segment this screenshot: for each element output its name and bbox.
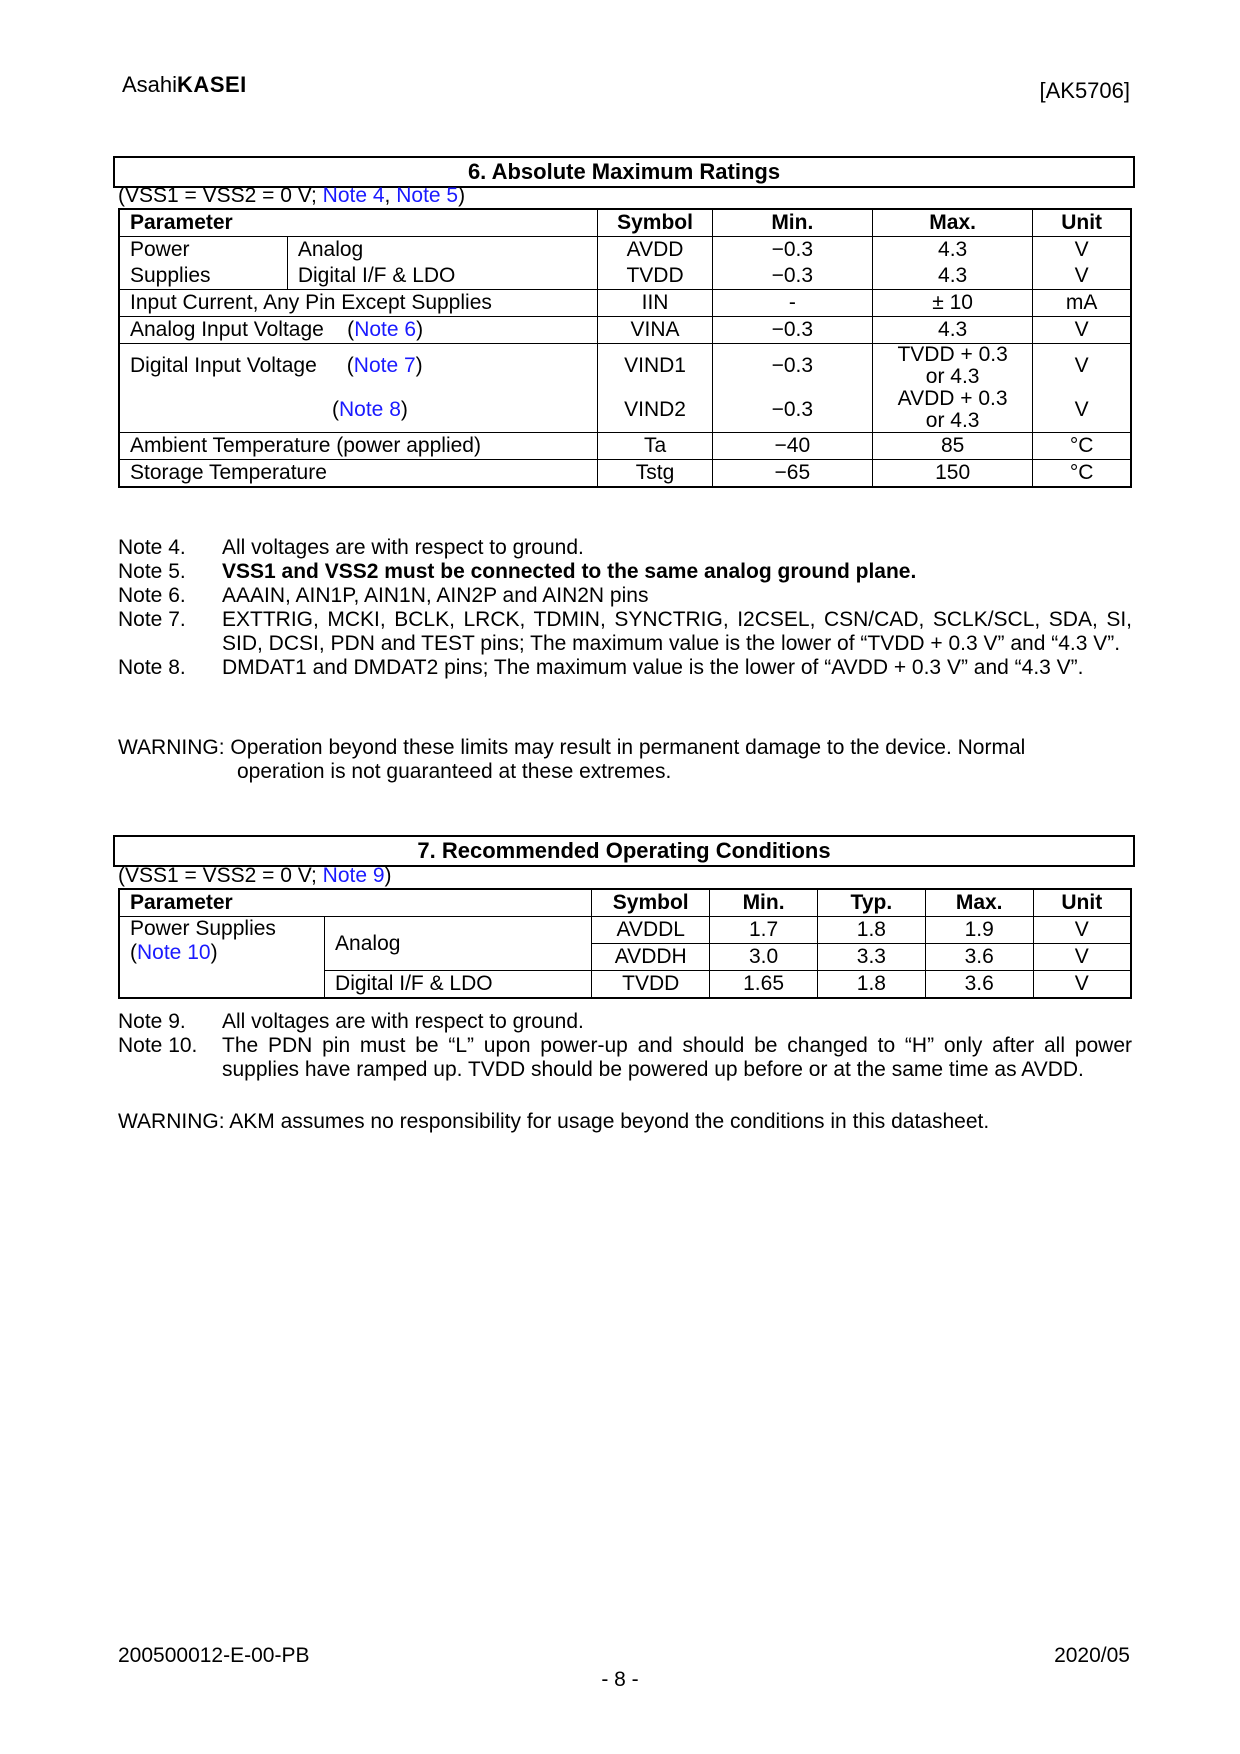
param-cell: Input Current, Any Pin Except Supplies (119, 290, 598, 317)
unit-cell: V (1033, 388, 1131, 433)
max-cell: 3.6 (925, 971, 1033, 999)
col-symbol: Symbol (598, 209, 712, 237)
note7-link[interactable]: Note 7 (353, 354, 416, 377)
max-cell: 4.3 (872, 263, 1032, 290)
cond-close: ) (384, 864, 392, 887)
symbol-cell: Ta (598, 433, 712, 460)
unit-cell: V (1033, 917, 1131, 944)
table-row (119, 388, 1131, 433)
param-text: Analog Input Voltage (130, 318, 324, 341)
typ-cell: 1.8 (817, 917, 925, 944)
col-min: Min. (712, 209, 872, 237)
table-row (119, 290, 1131, 317)
max-cell: 4.3 (872, 237, 1032, 264)
col-min: Min. (710, 889, 818, 917)
cond-text: (VSS1 = VSS2 = 0 V; (118, 184, 323, 207)
symbol-cell: AVDDL (592, 917, 710, 944)
warning-line2: operation is not guaranteed at these extremes. (237, 760, 672, 783)
typ-cell: 3.3 (817, 944, 925, 971)
note-label: Note 5. (118, 560, 186, 583)
note10-link[interactable]: Note 10 (137, 941, 211, 964)
max-cell: 3.6 (925, 944, 1033, 971)
unit-cell: °C (1033, 433, 1131, 460)
note-label: Note 6. (118, 584, 186, 607)
max-cell: 85 (872, 433, 1032, 460)
min-cell: −0.3 (712, 237, 872, 264)
note-item (118, 560, 1132, 584)
note-item (118, 1034, 1132, 1082)
document-id: [AK5706] (1039, 78, 1130, 103)
supplies-label: Supplies (119, 263, 287, 290)
note6-link[interactable]: Note 6 (354, 318, 417, 341)
max-line2: or 4.3 (925, 365, 980, 388)
max-cell (872, 388, 1032, 433)
note4-link[interactable]: Note 4 (322, 184, 385, 207)
recommended-conditions-table (118, 888, 1132, 999)
power-supplies-cell: Power Supplies (Note 10) (119, 917, 325, 999)
note-item (118, 608, 1132, 656)
symbol-cell: TVDD (598, 263, 712, 290)
note9-link[interactable]: Note 9 (322, 864, 385, 887)
section6-warning (118, 736, 1132, 784)
note-text: EXTTRIG, MCKI, BCLK, LRCK, TDMIN, SYNCTRIG, I2CSEL, CSN/CAD, SCLK/SCL, SDA, SI, SID, DCSI, PDN and TEST pins; The maximum value is the lower of “TVDD + 0.3 V” and “4.3 V”. (222, 608, 1132, 655)
warning-line1: WARNING: Operation beyond these limits may result in permanent damage to the device. Normal (118, 736, 1026, 759)
symbol-cell: IIN (598, 290, 712, 317)
min-cell: −0.3 (712, 388, 872, 433)
max-cell: 1.9 (925, 917, 1033, 944)
digital-ldo-label: Digital I/F & LDO (287, 263, 598, 290)
max-cell: 4.3 (872, 317, 1032, 344)
symbol-cell: TVDD (592, 971, 710, 999)
symbol-cell: VINA (598, 317, 712, 344)
param-cell: Storage Temperature (119, 460, 598, 488)
note-text: All voltages are with respect to ground. (222, 536, 584, 559)
min-cell: 1.65 (710, 971, 818, 999)
section6-conditions (118, 184, 465, 208)
param-cell: Ambient Temperature (power applied) (119, 433, 598, 460)
col-max: Max. (872, 209, 1032, 237)
power-label: Power (119, 237, 287, 264)
unit-cell: V (1033, 317, 1131, 344)
unit-cell: V (1033, 263, 1131, 290)
param-cell: Analog Input Voltage (Note 6) (119, 317, 598, 344)
table-row (119, 433, 1131, 460)
symbol-cell: VIND2 (598, 388, 712, 433)
table-row (119, 460, 1131, 488)
unit-cell: V (1033, 944, 1131, 971)
max-cell: ± 10 (872, 290, 1032, 317)
section6-notes (118, 536, 1132, 680)
digital-ldo-label: Digital I/F & LDO (325, 971, 592, 999)
note-label: Note 4. (118, 536, 186, 559)
note-text: DMDAT1 and DMDAT2 pins; The maximum value is the lower of “AVDD + 0.3 V” and “4.3 V”. (222, 656, 1084, 679)
note-label: Note 7. (118, 608, 186, 631)
note-text: VSS1 and VSS2 must be connected to the same analog ground plane. (222, 560, 917, 583)
power-label: Power Supplies (130, 917, 276, 940)
max-cell: 150 (872, 460, 1032, 488)
note-label: Note 8. (118, 656, 186, 679)
note-item (118, 656, 1132, 680)
unit-cell: V (1033, 971, 1131, 999)
col-typ: Typ. (817, 889, 925, 917)
max-line1: AVDD + 0.3 (897, 387, 1008, 410)
min-cell: −0.3 (712, 317, 872, 344)
analog-label: Analog (325, 917, 592, 971)
table-row (119, 237, 1131, 264)
symbol-cell: Tstg (598, 460, 712, 488)
symbol-cell: AVDD (598, 237, 712, 264)
section7-warning: WARNING: AKM assumes no responsibility for usage beyond the conditions in this datasheet. (118, 1110, 990, 1133)
cond-close: ) (458, 184, 466, 207)
cond-text: (VSS1 = VSS2 = 0 V; (118, 864, 323, 887)
min-cell: 3.0 (710, 944, 818, 971)
max-line2: or 4.3 (925, 409, 980, 432)
table-row (119, 917, 1131, 944)
section7-conditions (118, 864, 392, 888)
table-header-row (119, 889, 1131, 917)
table-header-row (119, 209, 1131, 237)
note-item (118, 584, 1132, 608)
symbol-cell: VIND1 (598, 344, 712, 389)
note-item (118, 536, 1132, 560)
logo-text-asahi: Asahi (122, 72, 178, 97)
col-unit: Unit (1033, 889, 1131, 917)
symbol-cell: AVDDH (592, 944, 710, 971)
param-text: Digital Input Voltage (130, 354, 317, 377)
section7-title: 7. Recommended Operating Conditions (113, 835, 1135, 867)
table-row (119, 317, 1131, 344)
min-cell: - (712, 290, 872, 317)
note-item (118, 1010, 1132, 1034)
unit-cell: V (1033, 344, 1131, 389)
absolute-max-ratings-table (118, 208, 1132, 488)
note-label: Note 10. (118, 1034, 198, 1057)
min-cell: 1.7 (710, 917, 818, 944)
company-logo (122, 72, 247, 98)
min-cell: −0.3 (712, 344, 872, 389)
col-parameter: Parameter (119, 209, 598, 237)
page-number: - 8 - (601, 1668, 639, 1691)
unit-cell: °C (1033, 460, 1131, 488)
footer-doc-number: 200500012-E-00-PB (118, 1644, 310, 1667)
footer-date: 2020/05 (1054, 1644, 1130, 1667)
unit-cell: V (1033, 237, 1131, 264)
table-row (119, 263, 1131, 290)
analog-label: Analog (287, 237, 598, 264)
col-symbol: Symbol (592, 889, 710, 917)
typ-cell: 1.8 (817, 971, 925, 999)
section6-title: 6. Absolute Maximum Ratings (113, 156, 1135, 188)
min-cell: −40 (712, 433, 872, 460)
param-cell: Digital Input Voltage (Note 7) (119, 344, 598, 389)
min-cell: −65 (712, 460, 872, 488)
note-text: AAAIN, AIN1P, AIN1N, AIN2P and AIN2N pins (222, 584, 649, 607)
param-cell: (Note 8) (119, 388, 598, 433)
note5-link[interactable]: Note 5 (396, 184, 459, 207)
table-row (119, 344, 1131, 389)
note8-link[interactable]: Note 8 (339, 398, 401, 421)
max-line1: TVDD + 0.3 (897, 343, 1008, 366)
section7-notes (118, 1010, 1132, 1082)
note-label: Note 9. (118, 1010, 186, 1033)
note-text: All voltages are with respect to ground. (222, 1010, 584, 1033)
col-max: Max. (925, 889, 1033, 917)
min-cell: −0.3 (712, 263, 872, 290)
note-text: The PDN pin must be “L” upon power-up and should be changed to “H” only after all power supplies have ramped up. TVDD should be powered up before or at the same time as AVDD. (222, 1034, 1132, 1081)
col-parameter: Parameter (119, 889, 592, 917)
unit-cell: mA (1033, 290, 1131, 317)
cond-sep: , (384, 184, 397, 207)
max-cell (872, 344, 1032, 389)
logo-text-kasei: KASEI (177, 72, 247, 97)
col-unit: Unit (1033, 209, 1131, 237)
